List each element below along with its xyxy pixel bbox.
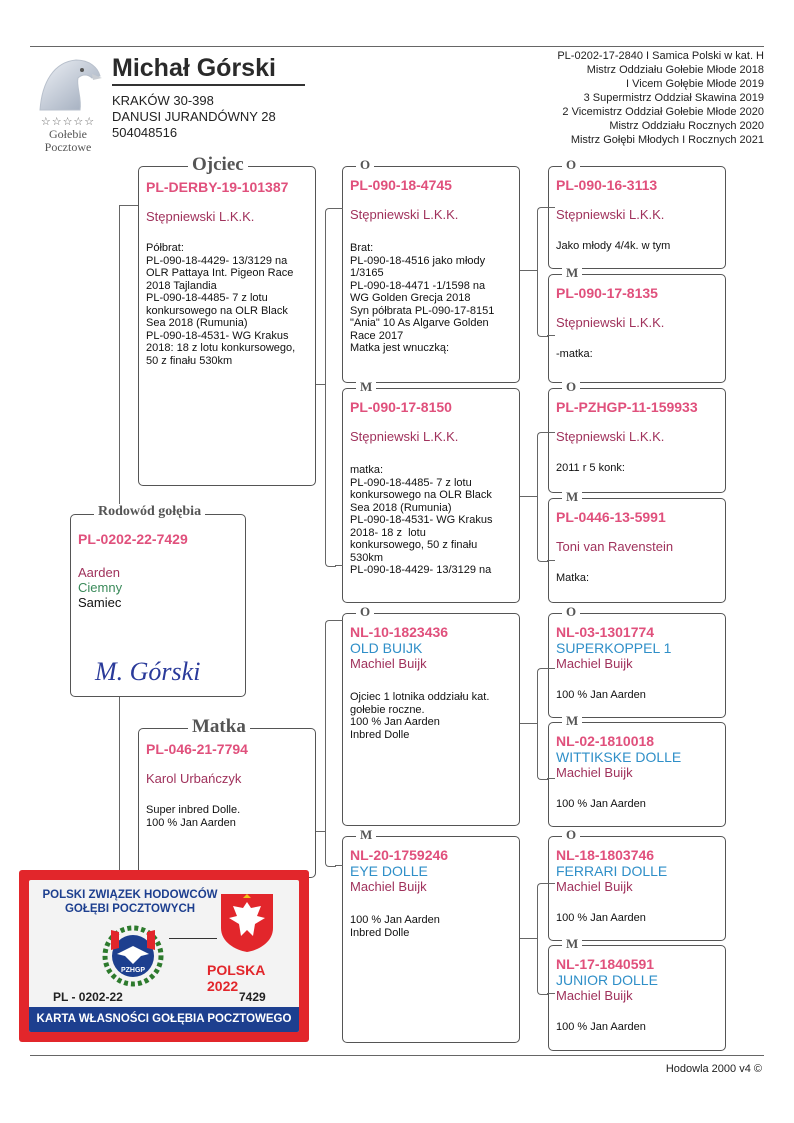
owner-underline bbox=[112, 84, 305, 86]
connector bbox=[547, 993, 555, 994]
pedigree-notes: 100 % Jan Aarden bbox=[556, 689, 646, 701]
connector bbox=[547, 778, 555, 779]
card-ring-prefix: PL - 0202-22 bbox=[53, 990, 123, 1004]
ring-number: NL-10-1823436 bbox=[350, 624, 449, 640]
card-title-line2: GOŁĘBI POCZTOWYCH bbox=[64, 903, 196, 915]
breeder-name: Stępniewski L.K.K. bbox=[556, 207, 665, 222]
owner-name: Michał Górski bbox=[112, 54, 276, 82]
gen3-box[interactable] bbox=[548, 836, 726, 941]
connector bbox=[520, 938, 537, 939]
card-title-line1: POLSKI ZWIĄZEK HODOWCÓW bbox=[42, 889, 218, 901]
connector bbox=[547, 560, 555, 561]
logo-stars: ☆☆☆☆☆ bbox=[40, 116, 96, 128]
owner-phone: 504048516 bbox=[112, 125, 178, 140]
dam-box[interactable] bbox=[138, 728, 316, 878]
sex-tag: M bbox=[356, 827, 376, 843]
club-logo bbox=[32, 52, 104, 154]
pigeon-name: OLD BUIJK bbox=[350, 640, 423, 656]
connector bbox=[315, 384, 325, 385]
card-footer-text: KARTA WŁASNOŚCI GOŁĘBIA POCZTOWEGO bbox=[36, 1013, 292, 1025]
pigeon-head-icon bbox=[32, 52, 104, 112]
owner-street: DANUSI JURANDÓWNY 28 bbox=[112, 109, 276, 124]
achievement-line: 2 Vicemistrz Oddział Gołebie Młode 2020 bbox=[562, 106, 764, 118]
subject-ring: PL-0202-22-7429 bbox=[78, 531, 188, 547]
connector bbox=[547, 432, 555, 433]
sex-tag: M bbox=[562, 265, 582, 281]
sex-tag: O bbox=[562, 827, 580, 843]
logo-line2: Pocztowe bbox=[44, 140, 92, 154]
pigeon-name: EYE DOLLE bbox=[350, 863, 428, 879]
pedigree-notes: -matka: bbox=[556, 348, 593, 360]
connector bbox=[537, 883, 548, 995]
gen3-box[interactable] bbox=[548, 722, 726, 827]
sex-tag: O bbox=[356, 604, 374, 620]
connector bbox=[547, 668, 555, 669]
pigeon-name: FERRARI DOLLE bbox=[556, 863, 668, 879]
bottom-rule bbox=[30, 1055, 764, 1056]
ring-number: NL-18-1803746 bbox=[556, 847, 655, 863]
breeder-name: Machiel Buijk bbox=[350, 879, 427, 894]
gen3-box[interactable] bbox=[548, 388, 726, 493]
emblem-text: PZHGP bbox=[120, 967, 146, 974]
pedigree-notes: 100 % Jan Aarden Inbred Dolle bbox=[350, 914, 440, 939]
breeder-name: Machiel Buijk bbox=[556, 988, 633, 1003]
pzhgp-emblem-icon bbox=[95, 920, 171, 988]
gen3-box[interactable] bbox=[548, 498, 726, 603]
connector bbox=[325, 208, 336, 567]
software-footer: Hodowla 2000 v4 © bbox=[665, 1063, 762, 1075]
sex-tag: M bbox=[562, 713, 582, 729]
connector bbox=[325, 620, 336, 867]
owner-address bbox=[112, 93, 276, 141]
gen2-box[interactable] bbox=[342, 388, 520, 603]
pedigree-notes: Brat: PL-090-18-4516 jako młody 1/3165 PL-090-18-4471 -1/1598 na WG Golden Grecja 2018 Syn półbrata PL-090-17-8151 "Ania" 10 As Algarve Golden Race 2017 Matka jest wnuczką: bbox=[350, 242, 495, 354]
logo-line1: Gołebie bbox=[49, 127, 87, 141]
connector bbox=[119, 205, 139, 206]
breeder-name: Machiel Buijk bbox=[556, 879, 633, 894]
card-ring-number: 7429 bbox=[239, 990, 266, 1004]
sex-tag: M bbox=[562, 936, 582, 952]
ring-number: PL-PZHGP-11-159933 bbox=[556, 399, 698, 415]
gen2-box[interactable] bbox=[342, 166, 520, 383]
sex-tag: M bbox=[356, 379, 376, 395]
pedigree-notes: 2011 r 5 konk: bbox=[556, 462, 625, 474]
pedigree-notes: Ojciec 1 lotnika oddziału kat. gołebie roczne. 100 % Jan Aarden Inbred Dolle bbox=[350, 691, 490, 741]
breeder-name: Stępniewski L.K.K. bbox=[556, 315, 665, 330]
pigeon-name: WITTIKSKE DOLLE bbox=[556, 749, 682, 765]
connector bbox=[335, 865, 343, 866]
connector bbox=[335, 620, 343, 621]
ring-number: PL-090-16-3113 bbox=[556, 177, 658, 193]
gen3-box[interactable] bbox=[548, 613, 726, 718]
connector bbox=[547, 207, 555, 208]
card-ring-row bbox=[29, 988, 299, 1006]
card-title bbox=[35, 888, 225, 916]
connector bbox=[520, 496, 537, 497]
ring-number: NL-03-1301774 bbox=[556, 624, 655, 640]
connector bbox=[520, 723, 537, 724]
connector bbox=[315, 831, 325, 832]
achievement-line: I Vicem Gołębie Młode 2019 bbox=[626, 78, 764, 90]
breeder-name: Toni van Ravenstein bbox=[556, 539, 674, 554]
gen3-box[interactable] bbox=[548, 274, 726, 383]
card-country-year: POLSKA 2022 bbox=[207, 962, 265, 994]
pedigree-notes: matka: PL-090-18-4485- 7 z lotu konkursowego na OLR Black Sea 2018 (Rumunia) PL-090-18-4531- WG Krakus 2018- 18 z lotu konkursowego, 50 z finału 530km PL-090-18-4429- 13/3129 na bbox=[350, 464, 493, 576]
card-divider bbox=[169, 938, 217, 939]
breeder-name: Stępniewski L.K.K. bbox=[350, 429, 459, 444]
achievements-list bbox=[557, 49, 764, 147]
connector bbox=[547, 883, 555, 884]
dam-heading: Matka bbox=[188, 716, 250, 738]
connector bbox=[537, 432, 548, 562]
achievement-line: Mistrz Gołębi Młodych I Rocznych 2021 bbox=[570, 134, 764, 146]
ring-number: PL-0446-13-5991 bbox=[556, 509, 666, 525]
connector bbox=[547, 335, 555, 336]
polish-eagle-icon bbox=[219, 890, 275, 954]
ring-number: PL-090-17-8150 bbox=[350, 399, 452, 415]
top-rule bbox=[30, 46, 764, 47]
connector bbox=[335, 565, 343, 566]
connector bbox=[520, 270, 537, 271]
breeder-name: Machiel Buijk bbox=[556, 765, 633, 780]
pedigree-notes: Matka: bbox=[556, 572, 590, 584]
ring-number: PL-090-18-4745 bbox=[350, 177, 452, 193]
connector bbox=[537, 668, 548, 780]
card-inner bbox=[29, 880, 299, 1032]
subject-box[interactable] bbox=[70, 514, 246, 697]
sex-tag: O bbox=[562, 157, 580, 173]
subject-heading: Rodowód gołębia bbox=[94, 504, 205, 520]
sire-box[interactable] bbox=[138, 166, 316, 486]
pedigree-notes: Jako młody 4/4k. w tym bbox=[556, 240, 671, 252]
dam-ring: PL-046-21-7794 bbox=[146, 741, 248, 757]
sire-ring: PL-DERBY-19-101387 bbox=[146, 179, 289, 195]
subject-breeder: Aarden bbox=[78, 565, 120, 580]
subject-color: Ciemny bbox=[78, 580, 123, 595]
achievement-line: Mistrz Oddziału Rocznych 2020 bbox=[609, 120, 764, 132]
achievement-line: Mistrz Oddziału Gołebie Młode 2018 bbox=[586, 64, 764, 76]
achievement-line: PL-0202-17-2840 I Samica Polski w kat. H bbox=[557, 50, 764, 62]
connector bbox=[119, 205, 120, 515]
sire-breeder: Stępniewski L.K.K. bbox=[146, 209, 255, 224]
ring-number: NL-17-1840591 bbox=[556, 956, 655, 972]
subject-sex: Samiec bbox=[78, 595, 122, 610]
ring-number: PL-090-17-8135 bbox=[556, 285, 658, 301]
pigeon-name: SUPERKOPPEL 1 bbox=[556, 640, 672, 656]
connector bbox=[537, 207, 548, 337]
connector bbox=[335, 208, 343, 209]
breeder-name: Machiel Buijk bbox=[350, 656, 427, 671]
sex-tag: O bbox=[562, 604, 580, 620]
sire-notes: Półbrat: PL-090-18-4429- 13/3129 na OLR Pattaya Int. Pigeon Race 2018 Tajlandia PL-090-18-4485- 7 z lotu konkursowego na OLR Black Sea 2018 (Rumunia) PL-090-18-4531- WG Krakus 2018: 18 z lotu konkursowego, 50 z finału 530km bbox=[146, 242, 296, 367]
sex-tag: O bbox=[356, 157, 374, 173]
pedigree-notes: 100 % Jan Aarden bbox=[556, 912, 646, 924]
owner-city: KRAKÓW 30-398 bbox=[112, 93, 214, 108]
dam-breeder: Karol Urbańczyk bbox=[146, 771, 242, 786]
sex-tag: M bbox=[562, 489, 582, 505]
gen3-box[interactable] bbox=[548, 945, 726, 1051]
pedigree-notes: 100 % Jan Aarden bbox=[556, 1021, 646, 1033]
sex-tag: O bbox=[562, 379, 580, 395]
ownership-card[interactable] bbox=[19, 870, 309, 1042]
gen2-box[interactable] bbox=[342, 836, 520, 1043]
pigeon-name: JUNIOR DOLLE bbox=[556, 972, 658, 988]
breeder-name: Stępniewski L.K.K. bbox=[556, 429, 665, 444]
owner-signature: M. Górski bbox=[95, 657, 201, 686]
achievement-line: 3 Supermistrz Oddział Skawina 2019 bbox=[583, 92, 764, 104]
gen3-box[interactable] bbox=[548, 166, 726, 269]
breeder-name: Machiel Buijk bbox=[556, 656, 633, 671]
card-footer-band bbox=[29, 1007, 299, 1032]
ring-number: NL-02-1810018 bbox=[556, 733, 655, 749]
dam-notes: Super inbred Dolle. 100 % Jan Aarden bbox=[146, 804, 241, 829]
breeder-name: Stępniewski L.K.K. bbox=[350, 207, 459, 222]
ring-number: NL-20-1759246 bbox=[350, 847, 449, 863]
gen2-box[interactable] bbox=[342, 613, 520, 826]
pedigree-notes: 100 % Jan Aarden bbox=[556, 798, 646, 810]
sire-heading: Ojciec bbox=[188, 154, 248, 176]
